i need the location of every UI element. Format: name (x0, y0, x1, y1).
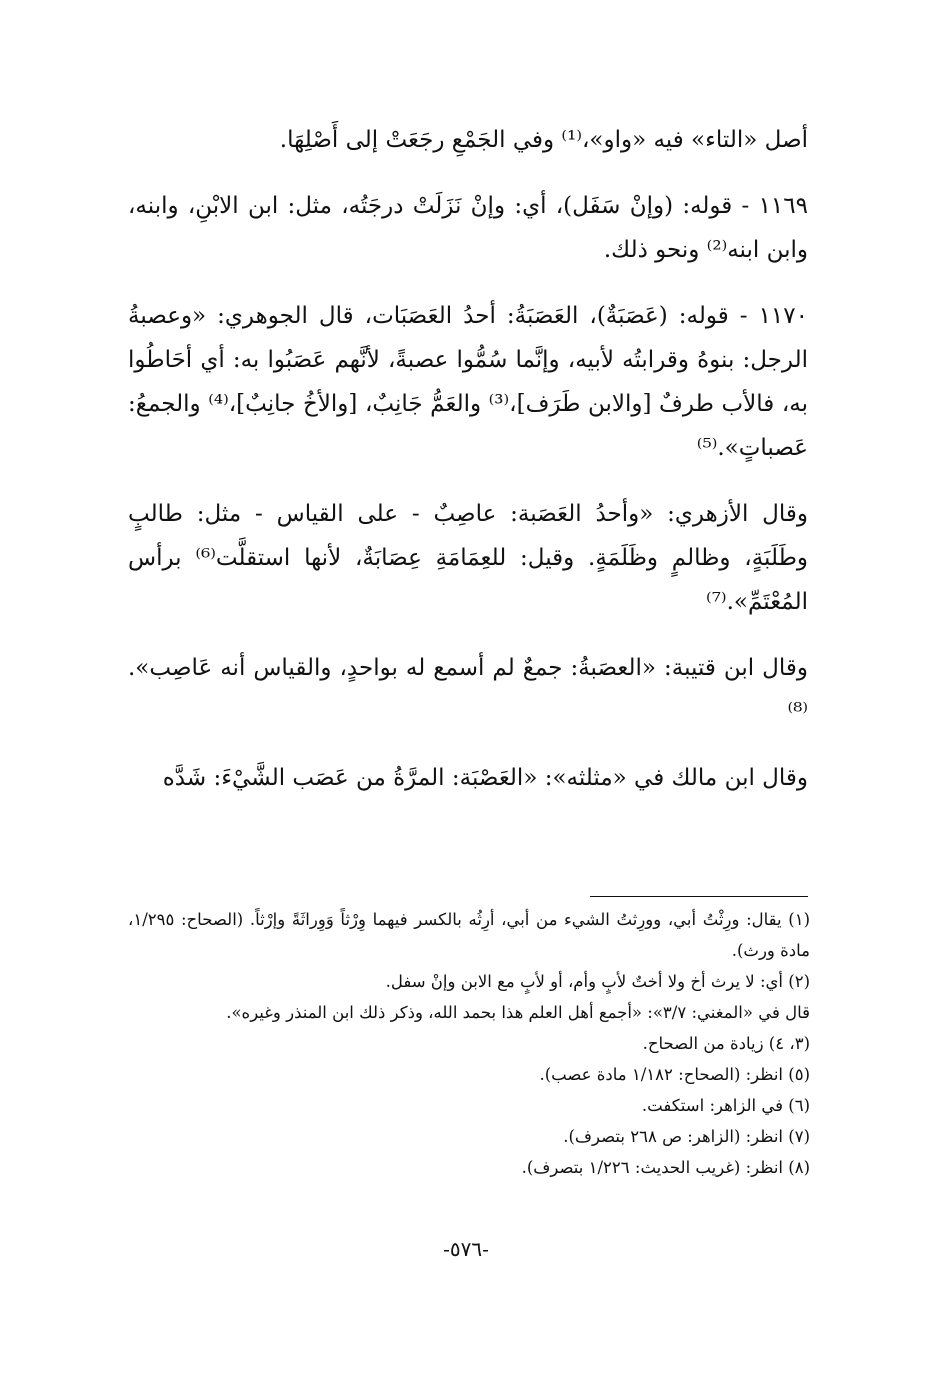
paragraph-4: وقال الأزهري: «وأحدُ العَصَبة: عاصِبٌ - على القياس - مثل: طالبٍ وطَلَبَةٍ، وظالمٍ وظَلَمَةٍ. وقيل: للعِمَامَةِ عِصَابَةٌ، لأنها استقلَّت⁽⁶⁾ برأس المُعْتَمِّ».⁽⁷⁾ (128, 501, 808, 615)
footnote-3-4: (٣، ٤) زيادة من الصحاح. (642, 1034, 810, 1053)
paragraph-1: أصل «التاء» فيه «واو»،⁽¹⁾ وفي الجَمْعِ رجَعَتْ إلى أَصْلِهَا. (279, 127, 808, 153)
paragraph-5: وقال ابن قتيبة: «العصَبةُ: جمعٌ لم أسمع له بواحدٍ، والقياس أنه عَاصِب».⁽⁸⁾ (128, 655, 808, 725)
footnote-2-continued: قال في «المغني: ٣/٧»: «أجمع أهل العلم هذا بحمد الله، وذكر ذلك ابن المنذر وغيره». (226, 1003, 810, 1022)
footnote-divider (590, 896, 808, 897)
footnote-5: (٥) انظر: (الصحاح: ١/١٨٢ مادة عصب). (539, 1065, 810, 1084)
footnotes (128, 904, 810, 1183)
footnote-6: (٦) في الزاهر: استكفت. (641, 1096, 810, 1115)
footnote-1: (١) يقال: ورِثْتُ أبي، وورِثتُ الشيء من أبي، أرِثُه بالكسر فيهما وِرْثاً وَوِراثَةً وإرْثاً. (الصحاح: ١/٢٩٥، مادة ورث). (128, 910, 810, 960)
main-text (128, 118, 808, 822)
footnote-2: (٢) أي: لا يرث أخ ولا أختٌ لأبٍ وأم، أو لأبٍ مع الابن وإنْ سفل. (385, 972, 810, 991)
footnote-8: (٨) انظر: (غريب الحديث: ١/٢٢٦ بتصرف). (521, 1158, 810, 1177)
paragraph-3: ١١٧٠ - قوله: (عَصَبَةٌ)، العَصَبَةُ: أحدُ العَصَبَات، قال الجوهري: «وعصبةُ الرجل: بنوهُ وقرابتُه لأبيه، وإنَّما سُمُّوا عصبةً، لأنَّهم عَصَبُوا به: أي أحَاطُوا به، فالأب طرفٌ [والابن طَرَف]،⁽³⁾ والعَمُّ جَانِبٌ، [والأخُ جانِبٌ]،⁽⁴⁾ والجمعُ: عَصباتٍ».⁽⁵⁾ (128, 303, 808, 461)
page-number: -٥٧٦- (443, 1237, 489, 1261)
paragraph-2: ١١٦٩ - قوله: (وإنْ سَفَل)، أي: وإنْ نَزَلَتْ درجَتُه، مثل: ابن الابْنِ، وابنه، وابن ابنه⁽²⁾ ونحو ذلك. (128, 193, 808, 263)
paragraph-6: وقال ابن مالك في «مثلثه»: «العَصْبَة: المرَّةُ من عَصَب الشَّيْءَ: شَدَّه (162, 765, 808, 791)
footnote-7: (٧) انظر: (الزاهر: ص ٢٦٨ بتصرف). (563, 1127, 810, 1146)
